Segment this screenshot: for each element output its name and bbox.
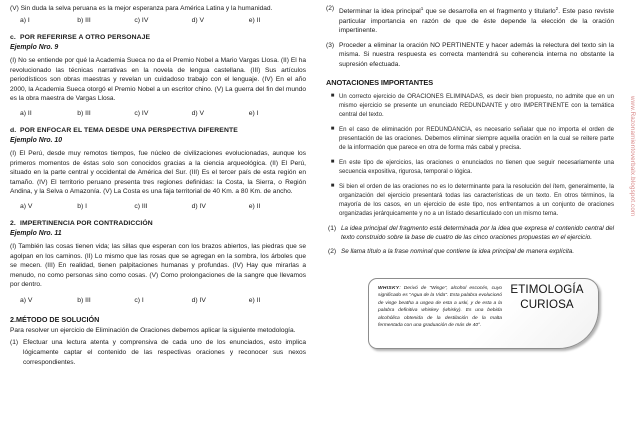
step-3-text: Proceder a eliminar la oración NO PERTINENTE y hacer además la relectura del texto sin la misma. Si nuestra respuesta es correcta mantendrá su coherencia interna no obstante la supresión efectuada.	[339, 41, 614, 68]
right-column	[318, 4, 638, 422]
section-d-example-label: Ejemplo Nro. 10	[10, 137, 63, 145]
section-contradiccion-number: 2.	[10, 220, 16, 228]
section-c-title: POR REFERIRSE A OTRO PERSONAJE	[20, 34, 151, 42]
footnote-ref-1[interactable]: 1	[420, 6, 424, 11]
note-item	[326, 125, 614, 152]
footnote-marker: (2)	[328, 248, 337, 256]
option-a[interactable]: a) V	[20, 203, 33, 211]
option-e[interactable]: e) II	[248, 203, 261, 211]
metodo-intro: Para resolver un ejercicio de Eliminación de Oraciones debemos aplicar la siguiente metodología.	[10, 327, 296, 334]
step-2-marker: (2)	[326, 5, 335, 12]
step-marker: (1)	[10, 339, 19, 347]
section-d-heading	[10, 126, 306, 135]
watermark-text: www.Razonamientoverbalx.blogspot.com	[629, 96, 636, 217]
option-b[interactable]: b) III	[77, 17, 91, 25]
step-2-text	[339, 4, 614, 36]
step-2-text-between: que se desarrolla en el fragmento y titularlo	[423, 8, 556, 16]
section-contradiccion-title: IMPERTINENCIA POR CONTRADICCIÓN	[20, 220, 153, 228]
footnote-ref-2[interactable]: 2	[555, 6, 559, 11]
bullet-icon: ■	[330, 158, 335, 165]
note-text: En este tipo de ejercicios, las oraciones o enunciados no tienen que seguir necesariamente una secuencia expositiva, rigurosa, temporal o lógica.	[339, 158, 614, 175]
option-d[interactable]: d) IV	[191, 296, 206, 304]
option-d[interactable]: d) IV	[191, 203, 206, 211]
option-c[interactable]: c) III	[134, 203, 148, 211]
notes-list	[326, 92, 614, 218]
footnote-marker: (1)	[328, 224, 337, 232]
footnote-text: Se llama título a la frase nominal que contiene la idea principal de manera explícita.	[341, 248, 575, 256]
step-3	[326, 41, 614, 70]
continued-paragraph: (V) Sin duda la selva peruana es la mejor esperanza para América Latina y la humanidad.	[10, 5, 273, 12]
section-c-options	[10, 109, 306, 119]
etymology-text	[378, 285, 502, 329]
section-contradiccion-example-label: Ejemplo Nro. 11	[10, 230, 62, 238]
footnote-text: La idea principal del fragmento está determinada por la idea que expresa el contenido central del texto construido sobre la base de cuatro de las cinco oraciones propuestas en el ejercicio.	[341, 224, 614, 241]
etymology-definition: : Derivó de "Wisge", alcohol escocés, cuyo significado es "Agua de la Vida". Esta palabra evolucionó de visge beatha a usgea de esta a uski, y de esta a la palabra definitiva whiskey (whisky). Es una bebida alcohólica obtenida de la destilación de la malta fermentada con una graduación de más de 40°.	[378, 286, 502, 329]
note-text: Si bien el orden de las oraciones no es lo determinante para la resolución del ítem, generalmente, la organización del ejercicio presentará todas las características de un texto. En otros términos, la mayoría de los casos, en un ejercicio de este tipo, nos enfrentamos a un conjunto de oraciones organizadas jerárquicamente y no a un listado desarticulado con un mismo tema.	[339, 182, 614, 217]
note-text: Un correcto ejercicio de ORACIONES ELIMINADAS, es decir bien propuesto, no admite que en un mismo ejercicio se presente un enunciado REDUNDANTE y otro IMPERTINENTE con la temática central del texto.	[339, 92, 614, 118]
section-c-letter: c.	[10, 34, 16, 42]
section-contradiccion-options	[10, 296, 306, 306]
option-e[interactable]: e) II	[248, 296, 261, 304]
step-2-text-after: . Este paso reviste particular importancia en razón de que de éste depende la elección de la oración impertinente.	[339, 8, 614, 35]
note-item	[326, 92, 614, 119]
bullet-icon: ■	[330, 92, 335, 99]
footnotes-list	[326, 224, 614, 257]
option-e[interactable]: e) II	[248, 17, 261, 25]
etymology-title	[501, 283, 593, 312]
option-e[interactable]: e) I	[248, 110, 259, 118]
section-d-options	[10, 202, 306, 212]
note-item	[326, 158, 614, 176]
option-b[interactable]: b) III	[77, 110, 91, 118]
step-2-text-before: Determinar la idea principal	[339, 8, 421, 16]
section-contradiccion-body: (I) También las cosas tienen vida; las sillas que esperan con los brazos abiertos, las piedras que se agolpan en los caminos. (II) Lo mismo que las rosas que se agregan en la sombra, los árboles que se mecen. (III) En realidad, tienen palpitaciones humanas y profundas. (IV) Hay que mirarlas a menudo, no como personas sino como cosas. (V) Como prolongaciones de la sangre que llevamos por dentro.	[10, 243, 306, 289]
footnote-item	[328, 247, 614, 257]
etymology-term: WHISKY	[378, 286, 400, 291]
section-d-title: POR ENFOCAR EL TEMA DESDE UNA PERSPECTIVA DIFERENTE	[20, 127, 238, 135]
option-d[interactable]: d) V	[191, 17, 205, 25]
step-2	[326, 4, 614, 36]
bullet-icon: ■	[330, 182, 335, 189]
options-row-1	[10, 16, 306, 26]
option-a[interactable]: a) I	[20, 17, 30, 25]
note-text: En el caso de eliminación por REDUNDANCIA, es necesario señalar que no importa el orden de presentación de las oraciones. Debemos eliminar siempre aquella oración en la cual se reitere parte de la información que parece en otra de forma más cabal y precisa.	[339, 125, 614, 151]
option-c[interactable]: c) IV	[134, 17, 149, 25]
etymology-title-line1: ETIMOLOGÍA	[510, 283, 584, 296]
metodo-heading	[10, 315, 306, 325]
section-c-heading	[10, 33, 306, 42]
note-item	[326, 182, 614, 218]
section-d-body: (I) El Perú, desde muy remotos tiempos, fue núcleo de civilizaciones evolucionadas, aunque los primeros momentos de éstas solo son conocidos gracias a la ciencia arqueológica. (II) El Perú, situado en la parte central y occidental de América del Sur. (III) Es el tercer país de esta región en tamaño. (IV) El territorio peruano presenta tres regiones definidas: la Costa, la Sierra, o Región Andina, y la Selva o Amazonía. (V) La Costa es una faja territorial de 40 Km. a 80 Km. de ancho.	[10, 150, 306, 196]
left-column	[0, 4, 318, 422]
etymology-box	[368, 278, 599, 349]
etymology-callout	[368, 278, 608, 356]
step-3-marker: (3)	[326, 41, 335, 49]
option-b[interactable]: b) III	[77, 296, 91, 304]
option-d[interactable]: d) V	[191, 110, 205, 118]
bullet-icon: ■	[330, 125, 335, 132]
option-c[interactable]: c) IV	[134, 110, 149, 118]
footnote-item	[328, 224, 614, 242]
notes-heading: ANOTACIONES IMPORTANTES	[326, 78, 434, 88]
section-d-letter: d.	[10, 127, 17, 135]
section-contradiccion-heading	[10, 219, 306, 228]
section-c-body: (I) No se entiende por qué la Academia Sueca no da el Premio Nobel a Mario Vargas Llosa. (II) El ha revolucionado las técnicas narrativas en la novela de lengua castellana. (III) Sus artículos periodísticos son obras maestras y revelan un cuidadoso trabajo con el lenguaje. (IV) En el año 2000, la Academia Sueca otorgó el Premio Nobel a un escritor chino. (V) La guerra del fin del mundo es la obra maestra de Vargas Llosa.	[10, 57, 306, 103]
section-c-example-label: Ejemplo Nro. 9	[10, 44, 59, 52]
steps-continued	[326, 4, 614, 69]
watermark	[624, 96, 636, 326]
option-a[interactable]: a) V	[20, 296, 33, 304]
option-c[interactable]: c) I	[134, 296, 144, 304]
step-text: Efectuar una lectura atenta y comprensiva de cada uno de los enunciados, esto implica lógicamente captar el contenido de las respectivas oraciones y reconocer sus nexos correspondientes.	[23, 339, 306, 366]
etymology-title-line2: CURIOSA	[520, 297, 574, 311]
metodo-step	[10, 338, 306, 367]
metodo-title: MÉTODO DE SOLUCIÓN	[16, 314, 100, 324]
metodo-number: 2.	[10, 314, 16, 324]
option-b[interactable]: b) I	[77, 203, 88, 211]
option-a[interactable]: a) II	[20, 110, 32, 118]
metodo-steps	[10, 338, 306, 367]
